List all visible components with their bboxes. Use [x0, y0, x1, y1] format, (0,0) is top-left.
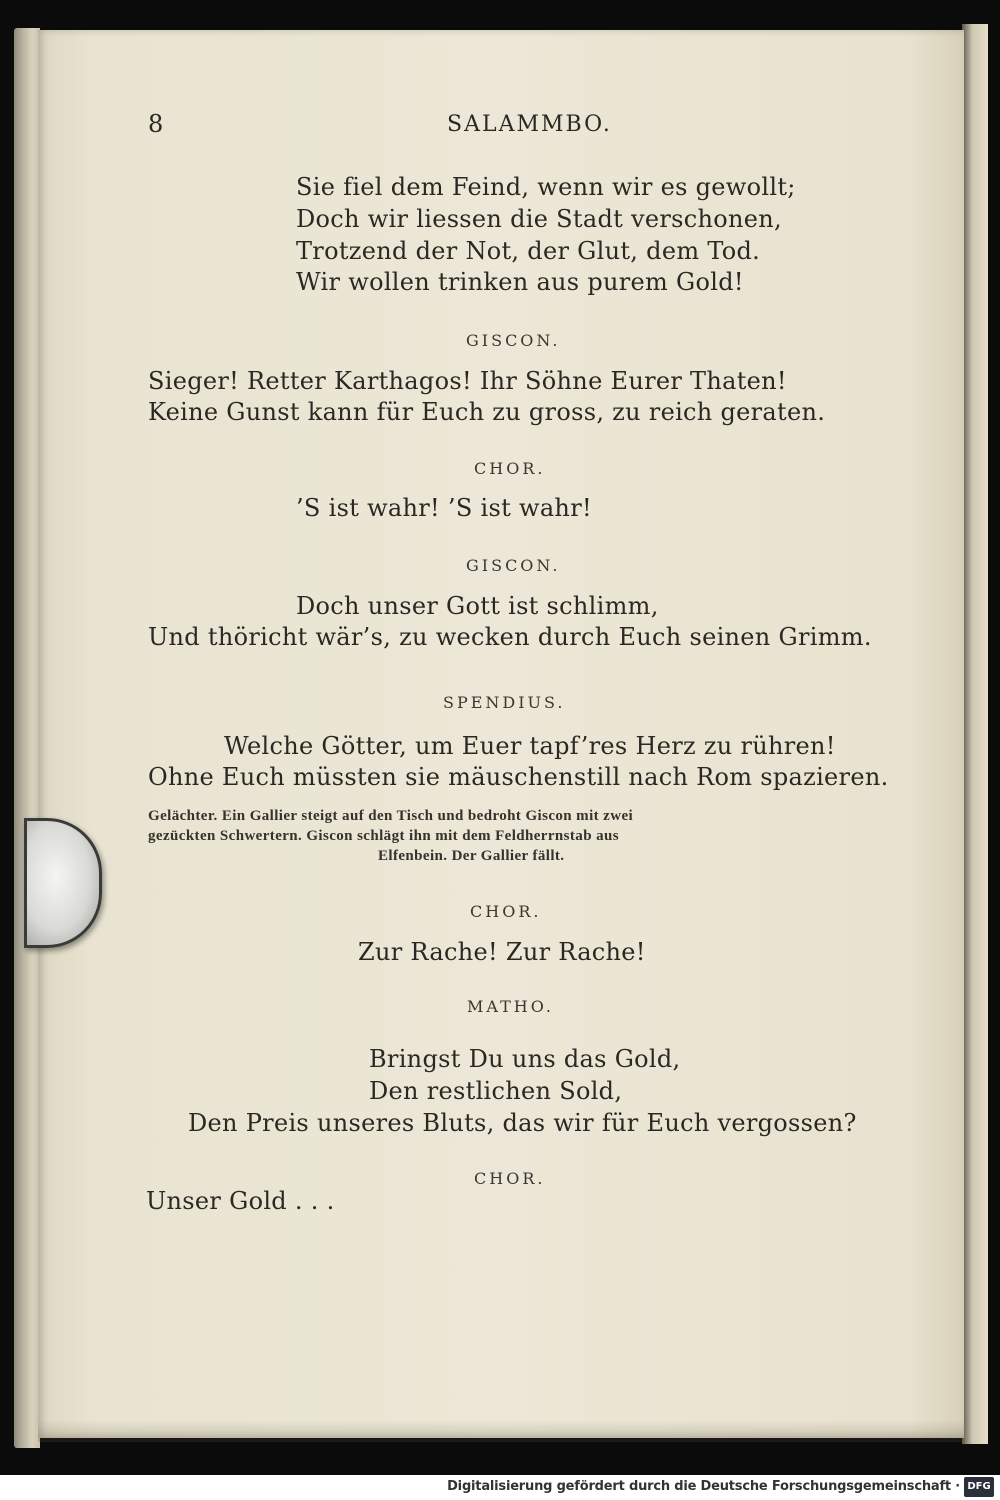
- verse-line: Ohne Euch müssten sie mäuschenstill nach Rom spazieren.: [148, 763, 889, 791]
- stage-direction-line: gezückten Schwertern. Giscon schlägt ihn mit dem Feldherrnstab aus: [148, 828, 619, 844]
- book-block-edge: [14, 28, 40, 1448]
- dfg-logo: DFG: [964, 1477, 994, 1497]
- running-title: SALAMMBO.: [447, 112, 612, 137]
- page-bottom-shadow: [38, 1420, 964, 1442]
- verse-line: Den Preis unseres Bluts, das wir für Euch vergossen?: [188, 1109, 857, 1137]
- speaker-name: GISCON.: [466, 331, 561, 350]
- speaker-name: GISCON.: [466, 556, 561, 575]
- verse-line: ’S ist wahr! ’S ist wahr!: [296, 494, 592, 522]
- stage-direction-line: Elfenbein. Der Gallier fällt.: [378, 848, 565, 864]
- verse-line: Doch unser Gott ist schlimm,: [296, 592, 659, 620]
- verse-line: Trotzend der Not, der Glut, dem Tod.: [296, 237, 761, 265]
- stage-direction-line: Gelächter. Ein Gallier steigt auf den Tisch und bedroht Giscon mit zwei: [148, 808, 634, 824]
- verse-line: Welche Götter, um Euer tapf’res Herz zu rühren!: [224, 732, 836, 760]
- page-number: 8: [148, 110, 164, 138]
- verse-line: Den restlichen Sold,: [369, 1077, 623, 1105]
- verse-line: Und thöricht wär’s, zu wecken durch Euch seinen Grimm.: [148, 623, 872, 651]
- verse-line: Doch wir liessen die Stadt verschonen,: [296, 205, 782, 233]
- speaker-name: SPENDIUS.: [443, 693, 566, 712]
- speaker-name: MATHO.: [467, 997, 554, 1016]
- speaker-name: CHOR.: [474, 459, 546, 478]
- verse-line: Sie fiel dem Feind, wenn wir es gewollt;: [296, 173, 796, 201]
- verse-line: Keine Gunst kann für Euch zu gross, zu reich geraten.: [148, 398, 826, 426]
- digitization-footer: [0, 1475, 1000, 1500]
- funding-credit: Digitalisierung gefördert durch die Deutsche Forschungsgemeinschaft ·: [447, 1479, 960, 1494]
- verse-line: Unser Gold . . .: [146, 1187, 335, 1215]
- facing-page-edge: [962, 24, 988, 1444]
- verse-line: Zur Rache! Zur Rache!: [358, 938, 646, 966]
- verse-line: Sieger! Retter Karthagos! Ihr Söhne Eurer Thaten!: [148, 367, 787, 395]
- verse-line: Bringst Du uns das Gold,: [369, 1045, 681, 1073]
- speaker-name: CHOR.: [470, 902, 542, 921]
- verse-line: Wir wollen trinken aus purem Gold!: [296, 268, 744, 296]
- speaker-name: CHOR.: [474, 1169, 546, 1188]
